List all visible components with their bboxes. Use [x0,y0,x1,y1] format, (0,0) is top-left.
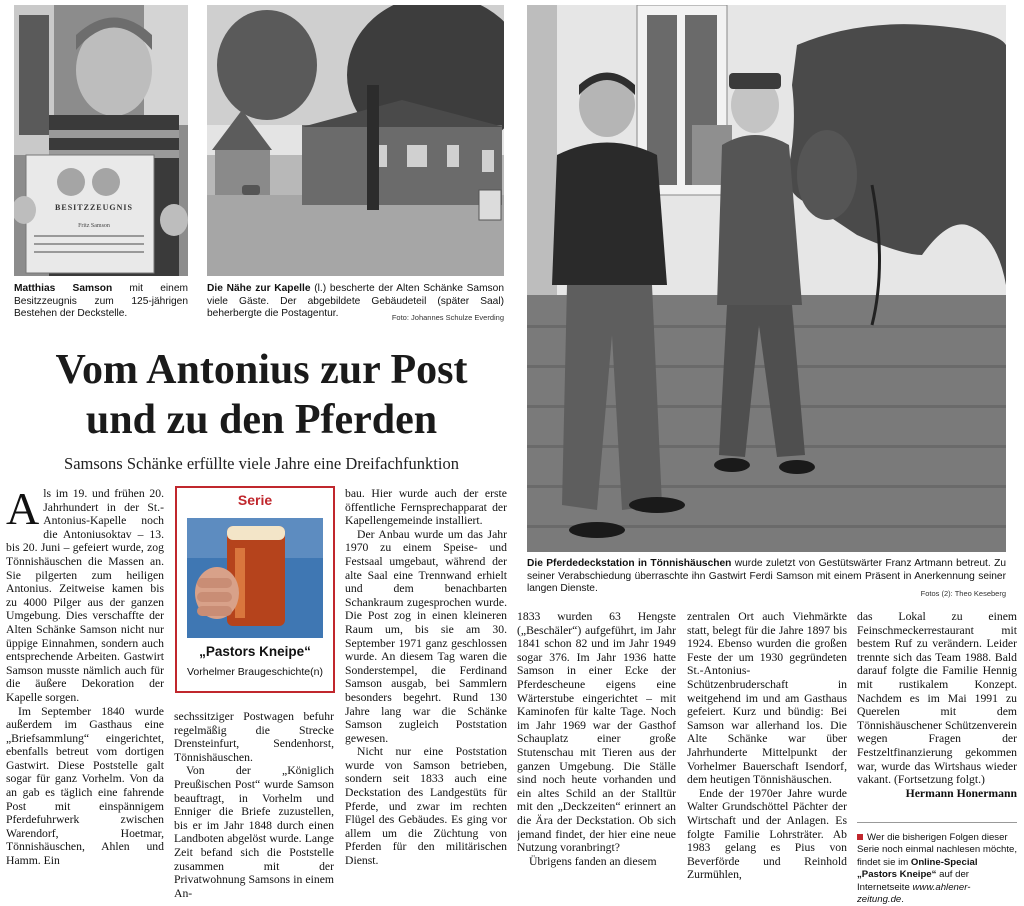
photo-boy-certificate [14,5,188,276]
article-paragraph: Übrigens fanden an diesem [529,854,657,868]
article-column-6 [857,610,1017,820]
caption-boy-text: mit einem Besitzzeugnis zum 125-jährigen Bestehen der Deckstelle. [14,283,188,320]
article-paragraph: zentralen Ort auch Viehmärkte statt, belegt für die Jahre 1897 bis 1924. Ebenso wurden die großen Feste der um 1930 gegründeten St.-Antonius-Schützenbruderschaft in weitgehend im und am Gasthaus gefeiert. Kurz und bündig: Bei Samson war allerhand los. Die Alte Schänke war über Jahrhunderte Mittelpunkt der Vorhelmer Bauerschaft Isendorf, dem heutigen Tönnishäuschen. [687,610,847,787]
article-paragraph: sechssitziger Postwagen befuhr regelmäßig die Strecke Drensteinfurt, Sendenhorst, Tönnishäuschen. [174,710,334,764]
article-paragraph: Der Anbau wurde um das Jahr 1970 zu einem Speise- und Festsaal umgebaut, während der alte Saal eine Trennwand erhielt und dem benachbarten Schankraum zugesprochen wurde. Die Post zog in einen kleineren Raum um, bis sie am 30. September 1971 ganz geschlossen wurde. An diesem Tag waren die Sonderstempel, die Ferdinand Samson ausgab, bei Sammlern besonders begehrt. Rund 130 Jahre lang war die Schänke Samson zugleich Poststation gewesen. [345,527,507,745]
photo-horse-station [527,5,1006,552]
article-paragraph: bau. Hier wurde auch der erste öffentliche Fernsprechapparat der Kapellengemeinde installiert. [345,487,507,528]
headline-line-1: Vom Antonius zur Post [55,347,468,393]
article-column-4 [517,610,676,902]
article-paragraph: 1833 wurden 63 Hengste („Beschäler“) aufgeführt, im Jahr 1841 schon 82 und im Jahr 1949 sogar 376. Im Jahr 1936 hatte Samson in einer Ecke der Pferdescheune eigens eine Wärterstube eingerichtet – mit Kaminofen für kalte Tage. Noch im Jahr 1969 war der Gasthof Schauplatz einer große Stutenschau mit Tieren aus der ganzen Umgebung. Die Ställe sind noch heute vorhanden und ein altes Schild an der Stalltür mit den „Deckzeiten“ erinnert an die Ära der Deckstation. Ob sich jemand findet, der hier eine neue Nutzung voranbringt? [517,610,676,855]
online-note: Wer die bisherigen Folgen dieser Serie noch einmal nachlesen möchte, findet sie im Online-Special „Pastors Kneipe“ auf der Internetseite www.ahlener-zeitung.de. [857,832,1017,906]
series-label: Serie [237,492,273,508]
article-paragraph: Ende der 1970er Jahre wurde Walter Grundschöttel Pächter der Wirtschaft und der Anlagen. Es folgte Familie Lohrsträter. Ab 1983 gelang es Pius von Beverförde und Reinhold Zurmühlen, [687,786,847,882]
article-column-5 [687,610,847,902]
red-square-icon [857,834,863,840]
photo-chapel-street [207,5,504,276]
headline [14,345,509,445]
series-box [175,486,335,693]
note-divider [857,822,1017,823]
certificate-heading: BESITZZEUGNIS [55,203,133,212]
beer-glass-image [187,518,323,638]
subheadline: Samsons Schänke erfüllte viele Jahre eine Dreifachfunktion [64,454,459,473]
dropcap: A [6,487,40,534]
headline-line-2: und zu den Pferden [85,397,438,443]
series-subtitle: Vorhelmer Braugeschichte(n) [187,666,323,678]
caption-chapel-text: (l.) bescherte der Alten Schänke Samson viele Gäste. Der abgebildete Gebäudeteil (später Saal) beherbergte die Postagentur. [207,283,504,320]
credit-chapel: Foto: Johannes Schulze Everding [391,313,504,322]
article-column-3 [345,487,507,902]
caption-boy-bold: Matthias Samson [14,283,113,294]
series-name: „Pastors Kneipe“ [199,644,311,659]
article-paragraph: Als im 19. und frühen 20. Jahrhundert in der St.-Antonius-Kapelle noch die Antoniusoktav – 13. bis 20. Juni – gefeiert wurde, zog Tönnishäuschen die Massen an. Sie pilgerten zum heiligen Antonius. Zeitweise kamen bis zu 4000 Pilger aus der ganzen Umgebung. Dies verschaffte der Alten Schänke Samson nicht nur üppige Einnahmen, sondern auch entsprechende Arbeiten. Gastwirt Samson musste nämlich auch für die äußere Dekoration der Kapelle sorgen. [6,487,164,704]
article-paragraph: das Lokal zu einem Feinschmeckerrestaurant mit bestem Ruf zu verändern. Leider trennte sich das Team 1988. Bald darauf folgte die Familie Hennig mit rustikalem Konzept. Nachdem es im Mai 1991 zu Querelen mit dem Tönnishäuschener Schützenverein wegen Fragen der Festzeltfinanzierung gekommen war, wurde das Wirtshaus wieder vakant. (Fortsetzung folgt.) [857,610,1017,787]
article-author: Hermann Honermann [905,786,1017,800]
article-column-1 [6,487,164,902]
caption-horse-bold: Die Pferdedeckstation in Tönnishäuschen [527,558,732,569]
caption-chapel-bold: Die Nähe zur Kapelle [207,283,311,294]
website-link[interactable]: www.ahlener-zeitung.de [857,881,971,906]
article-paragraph: Im September 1840 wurde außerdem im Gasthaus eine „Briefsammlung“ eingerichtet, ebenfalls betreut vom dortigen Gastwirt. Diese Poststelle galt sogar für ganz Vorhelm. Von da an gab es täglich eine fahrende Post mit einspännigem Pferdefuhrwerk zwischen Warendorf, Hoetmar, Tönnishäuschen, Ahlen und Hamm. Ein [6,704,164,868]
certificate-name: Fritz Samson [78,223,110,229]
article-paragraph: Von der „Königlich Preußischen Post“ wurde Samson beauftragt, in Vorhelm und Enniger die Briefe zuzustellen, bis er im Jahr 1848 durch einen Landboten abgelöst wurde. Lange Zeit befand sich die Poststelle zusammen mit der Privatwohnung Samsons in einem An- [174,764,334,900]
credit-horse: Fotos (2): Theo Keseberg [920,589,1006,598]
article-paragraph: Nicht nur eine Poststation wurde von Samson betrieben, sondern seit 1833 auch eine Deckstation des Landgestüts für Pferde, und zwar im rechten Flügel des Gebäudes. Es ging vor allem um die Züchtung von Pferden für den militärischen Dienst. [345,745,507,868]
online-special-label: Online-Special „Pastors Kneipe“ [857,856,978,881]
article-column-2 [174,710,334,902]
caption-boy [14,283,188,321]
caption-horse-text: wurde zuletzt von Gestütswärter Franz Artmann betreut. Zu seiner Verabschiedung überraschte ihn Gastwirt Ferdi Samson mit einem Präsent in Anerkennung seiner langen Dienste. [527,558,1006,595]
